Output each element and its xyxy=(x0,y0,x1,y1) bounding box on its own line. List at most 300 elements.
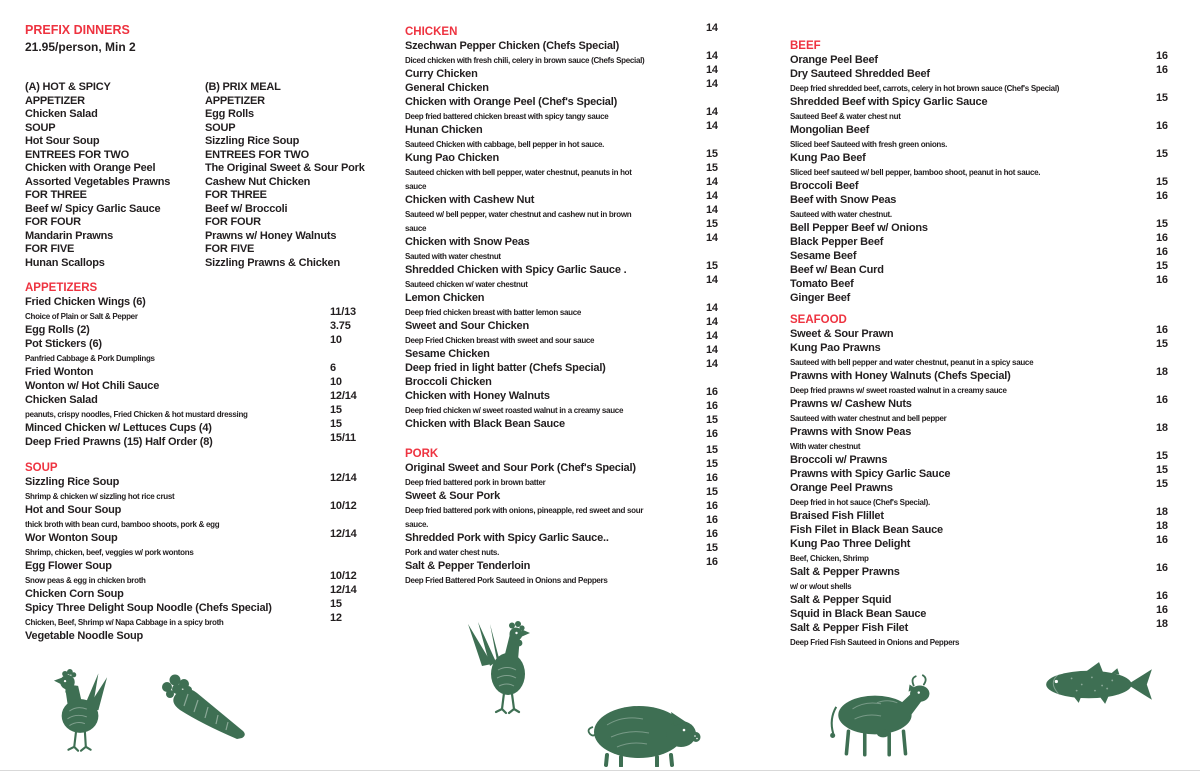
item-name: Ginger Beef xyxy=(790,292,851,304)
item-price: 18 xyxy=(1156,520,1168,532)
menu-item-row xyxy=(25,598,385,612)
menu-item-row xyxy=(790,590,1185,604)
item-description: Panfried Cabbage & Pork Dumplings xyxy=(25,354,155,363)
menu-item-description-row xyxy=(790,576,1185,590)
menu-item-row xyxy=(25,528,385,542)
menu-item-description-row xyxy=(790,408,1185,422)
item-price: 16 xyxy=(706,528,718,540)
item-name: Chicken Corn Soup xyxy=(25,588,124,600)
menu-item-row xyxy=(25,472,385,486)
prefix-plan xyxy=(205,77,385,269)
plan-line xyxy=(205,253,385,267)
item-name: Tomato Beef xyxy=(790,278,854,290)
menu-item-row xyxy=(790,478,1185,492)
menu-item-description-row xyxy=(790,204,1185,218)
item-price: 15 xyxy=(1156,92,1168,104)
item-name: Orange Peel Beef xyxy=(790,54,878,66)
fish-illustration xyxy=(1036,660,1158,707)
plan-line xyxy=(25,158,205,172)
item-name: Broccoli Chicken xyxy=(405,376,492,388)
menu-item-description-row xyxy=(790,492,1185,506)
item-name: Salt & Pepper Tenderloin xyxy=(405,560,531,572)
menu-item-description-row xyxy=(405,330,735,344)
item-price: 16 xyxy=(706,500,718,512)
plan-line xyxy=(25,104,205,118)
menu-item-row xyxy=(790,618,1185,632)
item-name: Egg Rolls (2) xyxy=(25,324,90,336)
section-title: PORK xyxy=(405,448,439,460)
item-description: Diced chicken with fresh chili, celery in brown sauce (Chefs Special) xyxy=(405,56,645,65)
item-price: 15 xyxy=(706,162,718,174)
plan-line xyxy=(25,91,205,105)
item-description: sauce. xyxy=(405,520,429,529)
prefix-plans xyxy=(25,77,385,269)
item-name: Sesame Chicken xyxy=(405,348,490,360)
menu-item-row xyxy=(790,120,1185,134)
section-header-row xyxy=(405,22,735,36)
item-price: 15 xyxy=(330,418,342,430)
menu-item-row xyxy=(790,450,1185,464)
plan-line xyxy=(205,131,385,145)
menu-item-row xyxy=(405,232,735,246)
item-price: 15 xyxy=(330,404,342,416)
item-name: Sizzling Rice Soup xyxy=(25,476,120,488)
plan-line-text: Beef w/ Spicy Garlic Sauce xyxy=(25,202,161,215)
item-price: 14 xyxy=(706,330,718,342)
plan-line xyxy=(25,118,205,132)
section-title: BEEF xyxy=(790,40,821,52)
menu-item-description-row xyxy=(790,162,1185,176)
plan-line xyxy=(205,91,385,105)
item-name: Mongolian Beef xyxy=(790,124,870,136)
item-name: Chicken with Snow Peas xyxy=(405,236,530,248)
seafood-section xyxy=(790,310,1185,646)
plan-line-text: Assorted Vegetables Prawns xyxy=(25,175,171,188)
plan-line xyxy=(205,212,385,226)
item-price: 16 xyxy=(1156,246,1168,258)
plan-line-text: FOR FOUR xyxy=(25,216,81,228)
menu-item-row xyxy=(405,414,735,428)
item-name: Minced Chicken w/ Lettuces Cups (4) xyxy=(25,422,212,434)
menu-item-row xyxy=(790,506,1185,520)
item-price: 14 xyxy=(706,176,718,188)
item-price: 18 xyxy=(1156,422,1168,434)
item-name: Salt & Pepper Prawns xyxy=(790,566,900,578)
menu-item-row xyxy=(790,260,1185,274)
plan-line-text: Cashew Nut Chicken xyxy=(205,175,311,188)
item-price: 6 xyxy=(330,362,336,374)
item-description: Deep fried in hot sauce (Chef's Special). xyxy=(790,498,930,507)
menu-item-row xyxy=(790,604,1185,618)
item-price: 14 xyxy=(706,64,718,76)
plan-line xyxy=(25,185,205,199)
item-price: 15 xyxy=(1156,176,1168,188)
item-description: Chicken, Beef, Shrimp w/ Napa Cabbage in a spicy broth xyxy=(25,618,224,627)
menu-item-description-row xyxy=(405,542,735,556)
item-description: Sauteed with water chestnut and bell pepper xyxy=(790,414,947,423)
item-description: Sliced beef Sauteed with fresh green onions. xyxy=(790,140,948,149)
item-price: 16 xyxy=(706,428,718,440)
item-name: Prawns with Snow Peas xyxy=(790,426,912,438)
menu-item-description-row xyxy=(25,306,385,320)
item-price: 11/13 xyxy=(330,306,356,318)
plan-line xyxy=(205,172,385,186)
plan-line-text: FOR THREE xyxy=(25,189,87,201)
item-description: Sauteed with bell pepper and water chestnut, peanut in a spicy sauce xyxy=(790,358,1034,367)
plan-line-text: Prawns w/ Honey Walnuts xyxy=(205,229,337,242)
item-price: 15 xyxy=(330,598,342,610)
item-name: Spicy Three Delight Soup Noodle (Chefs Special) xyxy=(25,602,272,614)
item-description: Shrimp & chicken w/ sizzling hot rice crust xyxy=(25,492,175,501)
plan-title-row xyxy=(205,77,385,91)
item-description: Deep Fried Chicken breast with sweet and sour sauce xyxy=(405,336,595,345)
menu-item-description-row xyxy=(25,348,385,362)
menu-item-row xyxy=(25,556,385,570)
plan-line-text: APPETIZER xyxy=(25,94,85,107)
item-price: 14 xyxy=(706,50,718,62)
item-description: Deep Fried Battered Pork Sauteed in Onions and Peppers xyxy=(405,576,608,585)
item-name: Salt & Pepper Fish Filet xyxy=(790,622,909,634)
plan-line-text: FOR FOUR xyxy=(205,216,261,228)
item-price: 14 xyxy=(706,120,718,132)
item-price: 15 xyxy=(706,458,718,470)
item-price: 15 xyxy=(706,542,718,554)
item-price: 16 xyxy=(706,386,718,398)
menu-item-row xyxy=(405,92,735,106)
item-price: 15 xyxy=(1156,478,1168,490)
plan-line xyxy=(25,226,205,240)
item-description: Beef, Chicken, Shrimp xyxy=(790,554,869,563)
item-price: 10 xyxy=(330,376,342,388)
menu-item-row xyxy=(405,458,735,472)
item-name: Hot and Sour Soup xyxy=(25,504,122,516)
menu-item-row xyxy=(25,390,385,404)
item-price: 15/11 xyxy=(330,432,356,444)
item-name: Chicken with Cashew Nut xyxy=(405,194,535,206)
menu-item-row xyxy=(405,344,735,358)
item-price: 14 xyxy=(706,274,718,286)
left-column xyxy=(25,22,385,640)
bottom-divider xyxy=(0,770,1200,771)
menu-item-row xyxy=(790,422,1185,436)
item-name: Kung Pao Three Delight xyxy=(790,538,911,550)
menu-item-row xyxy=(25,292,385,306)
menu-item-row xyxy=(790,394,1185,408)
item-description: Deep fried chicken w/ sweet roasted walnut in a creamy sauce xyxy=(405,406,624,415)
item-name: Kung Pao Beef xyxy=(790,152,866,164)
menu-item-row xyxy=(790,534,1185,548)
item-name: Egg Flower Soup xyxy=(25,560,112,572)
item-price: 14 xyxy=(706,316,718,328)
menu-item-row xyxy=(790,190,1185,204)
menu-item-row xyxy=(790,324,1185,338)
menu-item-row xyxy=(405,556,735,570)
pig-illustration xyxy=(584,697,701,767)
item-name: Braised Fish Flillet xyxy=(790,510,884,522)
plan-line xyxy=(205,104,385,118)
appetizers-section xyxy=(25,278,385,446)
item-name: Wonton w/ Hot Chili Sauce xyxy=(25,380,160,392)
item-price: 14 xyxy=(706,358,718,370)
menu-item-row xyxy=(405,528,735,542)
item-description: Deep Fried Fish Sauteed in Onions and Peppers xyxy=(790,638,960,647)
plan-line xyxy=(205,226,385,240)
item-price: 14 xyxy=(706,106,718,118)
item-name: Chicken with Black Bean Sauce xyxy=(405,418,565,430)
menu-item-row xyxy=(405,486,735,500)
item-name: Lemon Chicken xyxy=(405,292,485,304)
item-name: Salt & Pepper Squid xyxy=(790,594,892,606)
plan-line-text: ENTREES FOR TWO xyxy=(25,148,129,161)
item-price: 16 xyxy=(1156,604,1168,616)
item-price: 16 xyxy=(1156,64,1168,76)
item-price: 16 xyxy=(706,556,718,568)
menu-item-row xyxy=(25,376,385,390)
middle-column xyxy=(405,22,735,584)
plan-line-text: FOR FIVE xyxy=(25,243,75,255)
item-price: 16 xyxy=(1156,394,1168,406)
plan-line-text: SOUP xyxy=(205,121,236,134)
menu-item-description-row xyxy=(405,274,735,288)
menu-item-row xyxy=(405,64,735,78)
menu-item-row xyxy=(790,148,1185,162)
plan-line-text: Beef w/ Broccoli xyxy=(205,202,288,215)
item-name: Curry Chicken xyxy=(405,68,478,80)
menu-item-row xyxy=(25,334,385,348)
prefix-plan xyxy=(25,77,205,269)
item-description: Shrimp, chicken, beef, veggies w/ pork wontons xyxy=(25,548,194,557)
plan-line-text: ENTREES FOR TWO xyxy=(205,148,309,161)
item-description: sauce xyxy=(405,224,427,233)
item-price: 16 xyxy=(1156,590,1168,602)
plan-line-text: SOUP xyxy=(25,121,56,134)
right-column xyxy=(790,36,1185,646)
item-price: 16 xyxy=(1156,534,1168,546)
item-description: With water chestnut xyxy=(790,442,861,451)
menu-item-description-row xyxy=(405,472,735,486)
item-name: Fried Chicken Wings (6) xyxy=(25,296,146,308)
menu-item-row xyxy=(25,500,385,514)
menu-item-description-row xyxy=(405,50,735,64)
item-name: Szechwan Pepper Chicken (Chefs Special) xyxy=(405,40,620,52)
hen-illustration xyxy=(52,664,110,762)
prefix-dinners-price: 21.95/person, Min 2 xyxy=(25,40,136,54)
item-price: 15 xyxy=(1156,450,1168,462)
item-price: 18 xyxy=(1156,618,1168,630)
menu-item-description-row xyxy=(790,436,1185,450)
item-price: 10 xyxy=(330,334,342,346)
item-description: Sauteed Chicken with cabbage, bell pepper in hot sauce. xyxy=(405,140,605,149)
menu-item-description-row xyxy=(25,486,385,500)
item-name: General Chicken xyxy=(405,82,489,94)
item-price: 16 xyxy=(706,472,718,484)
plan-line-text: FOR FIVE xyxy=(205,243,255,255)
plan-line xyxy=(25,253,205,267)
item-description: Sauteed w/ bell pepper, water chestnut and cashew nut in brown xyxy=(405,210,632,219)
item-price: 12/14 xyxy=(330,472,357,484)
plan-line-text: Egg Rolls xyxy=(205,108,254,120)
item-name: Kung Pao Chicken xyxy=(405,152,499,164)
item-description: Deep fried prawns w/ sweet roasted walnut in a creamy sauce xyxy=(790,386,1007,395)
plan-line-text: Hunan Scallops xyxy=(25,256,105,269)
item-price: 16 xyxy=(706,514,718,526)
item-price: 15 xyxy=(1156,338,1168,350)
item-price: 14 xyxy=(706,190,718,202)
item-price: 15 xyxy=(706,486,718,498)
rooster-illustration xyxy=(466,620,546,720)
menu-item-row xyxy=(790,92,1185,106)
item-name: Fried Wonton xyxy=(25,366,94,378)
menu-item-row xyxy=(405,386,735,400)
plan-line-text: APPETIZER xyxy=(205,94,265,107)
section-header-row xyxy=(790,310,1185,324)
menu-item-description-row xyxy=(25,542,385,556)
item-price: 16 xyxy=(1156,50,1168,62)
item-price: 18 xyxy=(1156,366,1168,378)
item-name: Bell Pepper Beef w/ Onions xyxy=(790,222,928,234)
item-price: 12/14 xyxy=(330,528,357,540)
menu-item-row xyxy=(405,372,735,386)
menu-item-description-row xyxy=(405,134,735,148)
menu-item-row xyxy=(790,176,1185,190)
item-name: Sesame Beef xyxy=(790,250,857,262)
menu-item-description-row xyxy=(25,612,385,626)
item-price: 14 xyxy=(706,344,718,356)
item-description: Deep fried battered pork in brown batter xyxy=(405,478,546,487)
plan-line-text: Sizzling Rice Soup xyxy=(205,135,300,147)
item-name: Fish Filet in Black Bean Sauce xyxy=(790,524,943,536)
menu-item-row xyxy=(25,320,385,334)
item-description: w/ or w/out shells xyxy=(790,582,852,591)
plan-line xyxy=(205,199,385,213)
item-price: 14 xyxy=(706,78,718,90)
beef-section xyxy=(790,36,1185,302)
item-price: 16 xyxy=(1156,324,1168,336)
item-description: Sauteed Beef & water chest nut xyxy=(790,112,901,121)
menu-item-row xyxy=(790,464,1185,478)
menu-item-row xyxy=(405,190,735,204)
menu-item-description-row xyxy=(405,204,735,218)
plan-line xyxy=(205,145,385,159)
item-name: Sweet & Sour Pork xyxy=(405,490,501,502)
blank-price-row xyxy=(405,428,735,442)
carrot-illustration xyxy=(150,672,250,747)
menu-item-row xyxy=(790,562,1185,576)
item-description: Deep fried battered chicken breast with spicy tangy sauce xyxy=(405,112,609,121)
menu-item-description-row xyxy=(790,548,1185,562)
item-price: 15 xyxy=(1156,260,1168,272)
plan-line-text: Chicken with Orange Peel xyxy=(25,162,156,174)
item-price: 15 xyxy=(706,414,718,426)
menu-item-row xyxy=(790,274,1185,288)
chicken-section xyxy=(405,22,735,442)
menu-item-row xyxy=(25,418,385,432)
item-name: Prawns with Honey Walnuts (Chefs Special) xyxy=(790,370,1011,382)
menu-item-description-row xyxy=(405,302,735,316)
item-description: Choice of Plain or Salt & Pepper xyxy=(25,312,138,321)
item-name: Broccoli Beef xyxy=(790,180,859,192)
plan-line xyxy=(25,199,205,213)
item-description: Snow peas & egg in chicken broth xyxy=(25,576,146,585)
item-price: 14 xyxy=(706,22,718,34)
item-name: Dry Sauteed Shredded Beef xyxy=(790,68,930,80)
section-title: SOUP xyxy=(25,462,58,474)
menu-item-description-row xyxy=(25,514,385,528)
item-price: 15 xyxy=(1156,218,1168,230)
item-price: 16 xyxy=(1156,562,1168,574)
item-name: Deep Fried Prawns (15) Half Order (8) xyxy=(25,436,213,448)
item-name: Chicken with Honey Walnuts xyxy=(405,390,550,402)
item-price: 15 xyxy=(706,444,718,456)
item-name: Vegetable Noodle Soup xyxy=(25,630,144,642)
plan-title-row xyxy=(25,77,205,91)
item-name: Shredded Chicken with Spicy Garlic Sauce . xyxy=(405,264,627,276)
menu-item-row xyxy=(790,218,1185,232)
item-price: 14 xyxy=(706,302,718,314)
item-name: Orange Peel Prawns xyxy=(790,482,893,494)
menu-item-description-row xyxy=(25,404,385,418)
section-title: APPETIZERS xyxy=(25,282,98,294)
item-price: 3.75 xyxy=(330,320,351,332)
plan-title: (B) PRIX MEAL xyxy=(205,81,281,93)
item-description: Pork and water chest nuts. xyxy=(405,548,500,557)
item-description: peanuts, crispy noodles, Fried Chicken & hot mustard dressing xyxy=(25,410,248,419)
item-name: Broccoli w/ Prawns xyxy=(790,454,888,466)
item-description: Deep fried chicken breast with batter lemon sauce xyxy=(405,308,582,317)
item-price: 15 xyxy=(1156,464,1168,476)
menu-item-description-row xyxy=(790,380,1185,394)
menu-item-row xyxy=(405,148,735,162)
item-price: 15 xyxy=(706,218,718,230)
soup-section xyxy=(25,458,385,640)
section-header-row xyxy=(25,458,385,472)
item-price: 15 xyxy=(706,148,718,160)
item-name: Sweet & Sour Prawn xyxy=(790,328,894,340)
item-name: Beef with Snow Peas xyxy=(790,194,897,206)
menu-item-row xyxy=(790,232,1185,246)
menu-item-row xyxy=(405,260,735,274)
menu-item-row xyxy=(25,584,385,598)
menu-item-row xyxy=(25,362,385,376)
menu-item-row xyxy=(405,358,735,372)
menu-item-row xyxy=(790,366,1185,380)
plan-line-text: Sizzling Prawns & Chicken xyxy=(205,256,340,269)
section-header-row xyxy=(405,444,735,458)
plan-title: (A) HOT & SPICY xyxy=(25,81,111,93)
menu-item-row xyxy=(25,626,385,640)
item-name: Squid in Black Bean Sauce xyxy=(790,608,927,620)
plan-line-text: The Original Sweet & Sour Pork xyxy=(205,162,365,174)
item-description: sauce xyxy=(405,182,427,191)
item-name: Chicken with Orange Peel (Chef's Special) xyxy=(405,96,618,108)
plan-line xyxy=(25,212,205,226)
menu-item-description-row xyxy=(25,570,385,584)
plan-line xyxy=(205,239,385,253)
menu-item-description-row xyxy=(405,218,735,232)
item-price: 15 xyxy=(706,260,718,272)
menu-item-row xyxy=(790,50,1185,64)
item-name: Original Sweet and Sour Pork (Chef's Special) xyxy=(405,462,636,474)
item-price: 16 xyxy=(706,400,718,412)
item-price: 16 xyxy=(1156,190,1168,202)
item-price: 16 xyxy=(1156,274,1168,286)
menu-item-description-row xyxy=(790,134,1185,148)
plan-line xyxy=(25,145,205,159)
menu-item-description-row xyxy=(790,78,1185,92)
menu-item-row xyxy=(25,432,385,446)
section-header-row xyxy=(25,278,385,292)
section-title: CHICKEN xyxy=(405,26,458,38)
